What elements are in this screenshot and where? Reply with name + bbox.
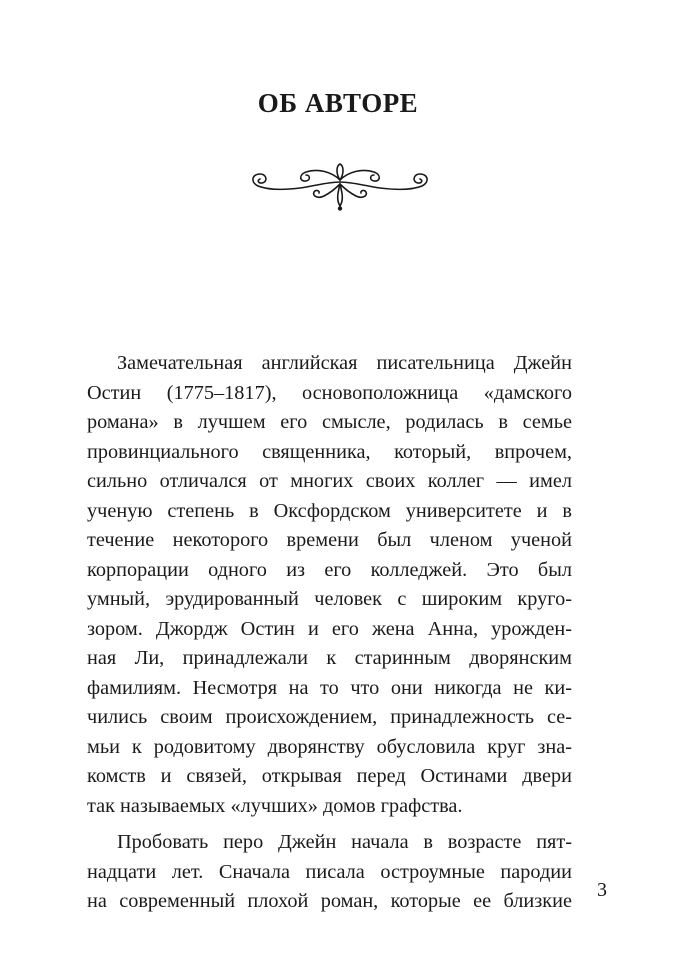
chapter-title: ОБ АВТОРЕ <box>257 88 419 118</box>
text-line: Замечательная английская писательница Джейн <box>117 352 572 374</box>
text-line: фамилиям. Несмотря на то что они никогда не ки- <box>87 676 572 699</box>
text-line: ученую степень в Оксфордском университете и в <box>87 499 572 522</box>
text-line: сильно отличался от многих своих коллег — имел <box>87 470 572 492</box>
text-line: романа» в лучшем его смысле, родилась в семье <box>87 411 572 433</box>
text-line: надцати лет. Сначала писала остроумные пародии <box>87 860 572 883</box>
text-line: чились своим происхождением, принадлежность се- <box>87 706 572 728</box>
text-line: течение некоторого времени был членом ученой <box>87 529 572 551</box>
text-line: умный, эрудированный человек с широким круго- <box>87 588 572 610</box>
text-line: на современный плохой роман, которые ее близкие <box>87 890 572 912</box>
text-line: Пробовать перо Джейн начала в возрасте пят- <box>117 831 572 853</box>
body-text <box>87 349 572 917</box>
text-line: зором. Джордж Остин и его жена Анна, урожден- <box>87 617 572 640</box>
flourish-ornament-icon <box>248 160 432 212</box>
text-line: ная Ли, принадлежали к старинным дворянским <box>87 647 572 669</box>
text-line: комств и связей, открывая перед Остинами двери <box>87 765 572 787</box>
text-line: корпорации одного из его колледжей. Это был <box>87 558 572 581</box>
text-line: мьи к родовитому дворянству обусловила круг зна- <box>87 735 572 758</box>
text-line: провинциального священника, который, впрочем, <box>87 440 572 463</box>
text-line: Остин (1775–1817), основоположница «дамского <box>87 381 572 404</box>
text-line: так называемых «лучших» домов графства. <box>87 794 463 817</box>
page-number: 3 <box>597 879 607 901</box>
